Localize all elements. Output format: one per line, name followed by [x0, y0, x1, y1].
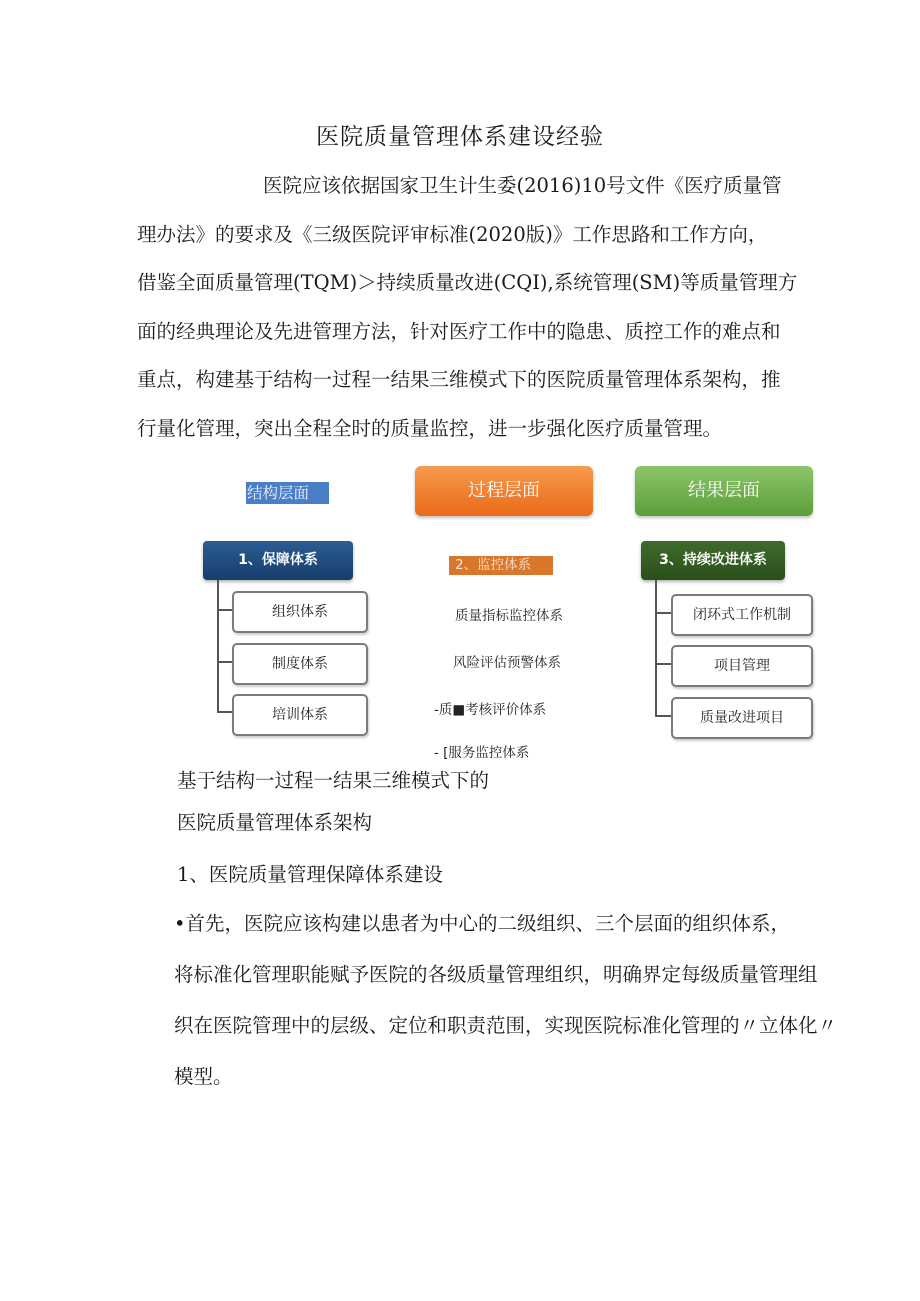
intro-line: 重点，构建基于结构一过程一结果三维模式下的医院质量管理体系架构，推 [137, 368, 781, 391]
system3-item: 质量改进项目 [671, 697, 813, 739]
system3-tree-branch [655, 715, 671, 717]
system1-tree-branch [217, 661, 232, 663]
intro-line: 医院应该依据国家卫生计生委(2016)10号文件《医疗质量管 [263, 174, 782, 197]
section-heading: 1、医院质量管理保障体系建设 [177, 863, 443, 886]
page-title: 医院质量管理体系建设经验 [316, 124, 604, 150]
system3-tree-branch [655, 612, 671, 614]
intro-line: 理办法》的要求及《三级医院评审标准(2020版)》工作思路和工作方向， [137, 222, 768, 246]
system2-item: 质量指标监控体系 [455, 608, 563, 624]
bullet-line: •首先，医院应该构建以患者为中心的二级组织、三个层面的组织体系， [174, 912, 791, 935]
intro-paragraph [137, 162, 797, 453]
system2-item: - [服务监控体系 [434, 745, 530, 761]
bullet-line: 将标准化管理职能赋予医院的各级质量管理组织，明确界定每级质量管理组 [174, 963, 818, 986]
system3-tree-branch [655, 663, 671, 665]
intro-line: 行量化管理，突出全程全时的质量监控，进一步强化医疗质量管理。 [137, 416, 723, 440]
diagram-caption [177, 760, 489, 844]
system3-item: 闭环式工作机制 [671, 594, 813, 636]
system2-header: 2、监控体系 [449, 556, 553, 575]
system3-tree-trunk [655, 580, 657, 717]
system1-item: 制度体系 [232, 643, 368, 685]
intro-line: 面的经典理论及先进管理方法，针对医疗工作中的隐患、质控工作的难点和 [137, 319, 781, 343]
system1-tree-branch [217, 609, 232, 611]
bullet-line: 模型。 [174, 1065, 233, 1088]
process-level-box: 过程层面 [415, 466, 593, 516]
bullet-paragraph [174, 898, 837, 1102]
system1-item: 培训体系 [232, 694, 368, 736]
caption-line: 医院质量管理体系架构 [177, 811, 373, 834]
structure-level-label: 结构层面 [246, 482, 329, 504]
system2-item: 风险评估预警体系 [453, 655, 561, 671]
system1-item: 组织体系 [232, 591, 368, 633]
system3-item: 项目管理 [671, 645, 813, 687]
bullet-line: 织在医院管理中的层级、定位和职责范围，实现医院标准化管理的〃立体化〃 [174, 1014, 838, 1037]
system3-header: 3、持续改进体系 [641, 541, 785, 580]
result-level-box: 结果层面 [635, 466, 813, 516]
caption-line: 基于结构一过程一结果三维模式下的 [177, 769, 490, 792]
system1-tree-branch [217, 711, 232, 713]
system2-item: -质■考核评价体系 [434, 702, 547, 718]
system1-tree-trunk [217, 580, 219, 712]
system1-header: 1、保障体系 [203, 541, 353, 580]
intro-line: 借鉴全面质量管理(TQM)＞持续质量改进(CQI),系统管理(SM)等质量管理方 [137, 271, 798, 294]
